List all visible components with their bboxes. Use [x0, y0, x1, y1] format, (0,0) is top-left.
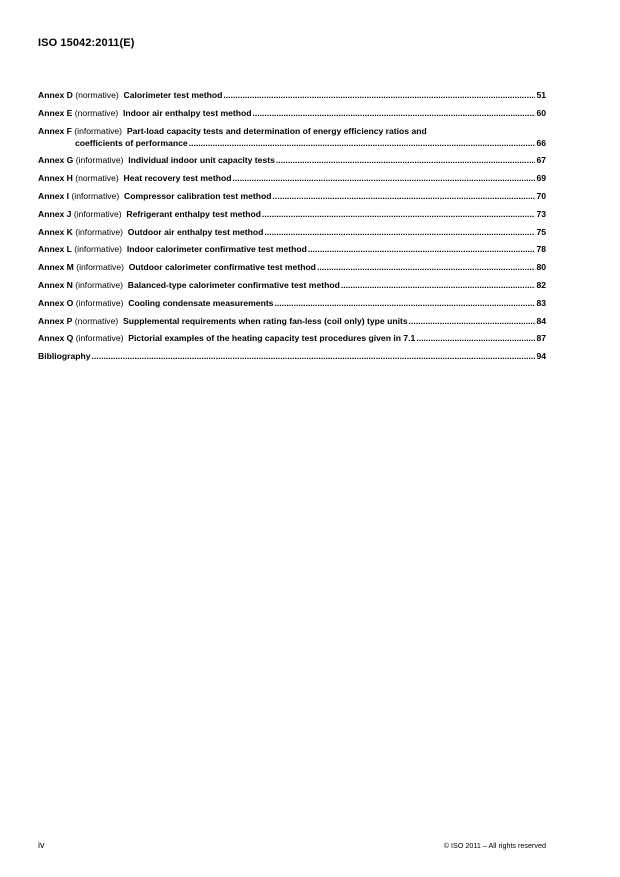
annex-title: Cooling condensate measurements — [128, 297, 274, 308]
annex-label: Annex P — [38, 315, 73, 326]
annex-label: Annex E — [38, 107, 73, 118]
annex-title: Outdoor calorimeter confirmative test method — [128, 262, 316, 273]
leader-dots — [273, 190, 536, 202]
page-number: 87 — [536, 333, 546, 344]
annex-label: Annex F — [38, 125, 72, 136]
document-id-header: ISO 15042:2011(E) — [38, 37, 135, 49]
leader-dots — [223, 89, 535, 101]
toc-entry-annex-g[interactable] — [38, 154, 546, 166]
leader-dots — [409, 315, 536, 327]
page-number: 94 — [536, 351, 546, 362]
toc-entry-annex-k[interactable] — [38, 226, 546, 238]
page-number: 70 — [536, 190, 546, 201]
toc-entry-annex-h[interactable] — [38, 172, 546, 184]
annex-label: Annex L — [38, 244, 72, 255]
leader-dots — [189, 137, 536, 149]
annex-kind: (informative) — [75, 226, 124, 237]
toc-entry-annex-l[interactable] — [38, 243, 546, 255]
page-number: 83 — [536, 297, 546, 308]
toc-entry-annex-o[interactable] — [38, 297, 546, 309]
page-number: 82 — [536, 279, 546, 290]
annex-label: Annex H — [38, 173, 73, 184]
leader-dots — [264, 226, 535, 238]
annex-label: Annex M — [38, 262, 74, 273]
page-number: 78 — [536, 244, 546, 255]
bibliography-title: Bibliography — [38, 351, 91, 362]
annex-kind: (informative) — [74, 244, 123, 255]
leader-dots — [276, 154, 536, 166]
annex-kind: (informative) — [76, 262, 124, 273]
annex-kind: (normative) — [74, 315, 119, 326]
toc-entry-annex-p[interactable] — [38, 315, 546, 327]
annex-kind: (normative) — [75, 173, 119, 184]
annex-label: Annex N — [38, 279, 73, 290]
leader-dots — [317, 261, 536, 273]
leader-dots — [274, 297, 535, 309]
annex-title: Individual indoor unit capacity tests — [128, 155, 275, 166]
leader-dots — [341, 279, 536, 291]
toc-entry-annex-m[interactable] — [38, 261, 546, 273]
toc-entry-bibliography[interactable] — [38, 350, 546, 362]
page-number: 51 — [536, 90, 546, 100]
annex-title: Compressor calibration test method — [123, 190, 272, 201]
toc-entry-annex-i[interactable] — [38, 190, 546, 202]
annex-kind: (informative) — [75, 297, 124, 308]
annex-label: Annex I — [38, 190, 70, 201]
page-number: 66 — [536, 137, 546, 148]
footer-page-number: iv — [38, 840, 45, 850]
annex-label: Annex Q — [38, 333, 74, 344]
annex-title: Supplemental requirements when rating fan-less (coil only) type units — [123, 315, 408, 326]
annex-kind: (informative) — [75, 155, 124, 166]
page-number: 60 — [536, 107, 546, 118]
table-of-contents — [38, 89, 546, 368]
annex-label: Annex D — [38, 90, 73, 100]
toc-entry-annex-j[interactable] — [38, 208, 546, 220]
annex-label: Annex G — [38, 155, 74, 166]
toc-entry-annex-q[interactable] — [38, 332, 546, 344]
annex-kind: (informative) — [73, 208, 122, 219]
page-number: 84 — [536, 315, 546, 326]
annex-title: Part-load capacity tests and determination of energy efficiency ratios and — [126, 125, 427, 136]
leader-dots — [416, 332, 535, 344]
page-number: 73 — [536, 208, 546, 219]
leader-dots — [252, 107, 535, 119]
annex-kind: (informative) — [71, 190, 120, 201]
annex-kind: (informative) — [75, 279, 124, 290]
page-number: 69 — [536, 173, 546, 184]
page-number: 80 — [536, 262, 546, 273]
annex-label: Annex K — [38, 226, 73, 237]
leader-dots — [308, 243, 536, 255]
annex-title: Outdoor air enthalpy test method — [127, 226, 264, 237]
toc-entry-annex-f[interactable] — [38, 125, 546, 149]
toc-entry-annex-d[interactable] — [38, 89, 546, 101]
leader-dots — [92, 350, 536, 362]
annex-kind: (informative) — [75, 333, 124, 344]
annex-title: Indoor air enthalpy test method — [123, 107, 252, 118]
annex-title: Pictorial examples of the heating capacity test procedures given in 7.1 — [128, 333, 416, 344]
page-number: 75 — [536, 226, 546, 237]
annex-title: Calorimeter test method — [123, 90, 223, 100]
annex-kind: (normative) — [75, 90, 119, 100]
annex-title-continued: coefficients of performance — [75, 137, 188, 148]
annex-title: Heat recovery test method — [123, 173, 232, 184]
footer-copyright: © ISO 2011 – All rights reserved — [443, 841, 546, 850]
annex-title: Refrigerant enthalpy test method — [126, 208, 262, 219]
annex-kind: (normative) — [74, 107, 119, 118]
annex-label: Annex J — [38, 208, 72, 219]
leader-dots — [262, 208, 535, 220]
annex-kind: (informative) — [74, 125, 123, 136]
page-number: 67 — [536, 155, 546, 166]
toc-entry-annex-n[interactable] — [38, 279, 546, 291]
annex-label: Annex O — [38, 297, 74, 308]
toc-entry-annex-e[interactable] — [38, 107, 546, 119]
leader-dots — [232, 172, 535, 184]
annex-title: Indoor calorimeter confirmative test method — [126, 244, 307, 255]
annex-title: Balanced-type calorimeter confirmative test method — [127, 279, 340, 290]
